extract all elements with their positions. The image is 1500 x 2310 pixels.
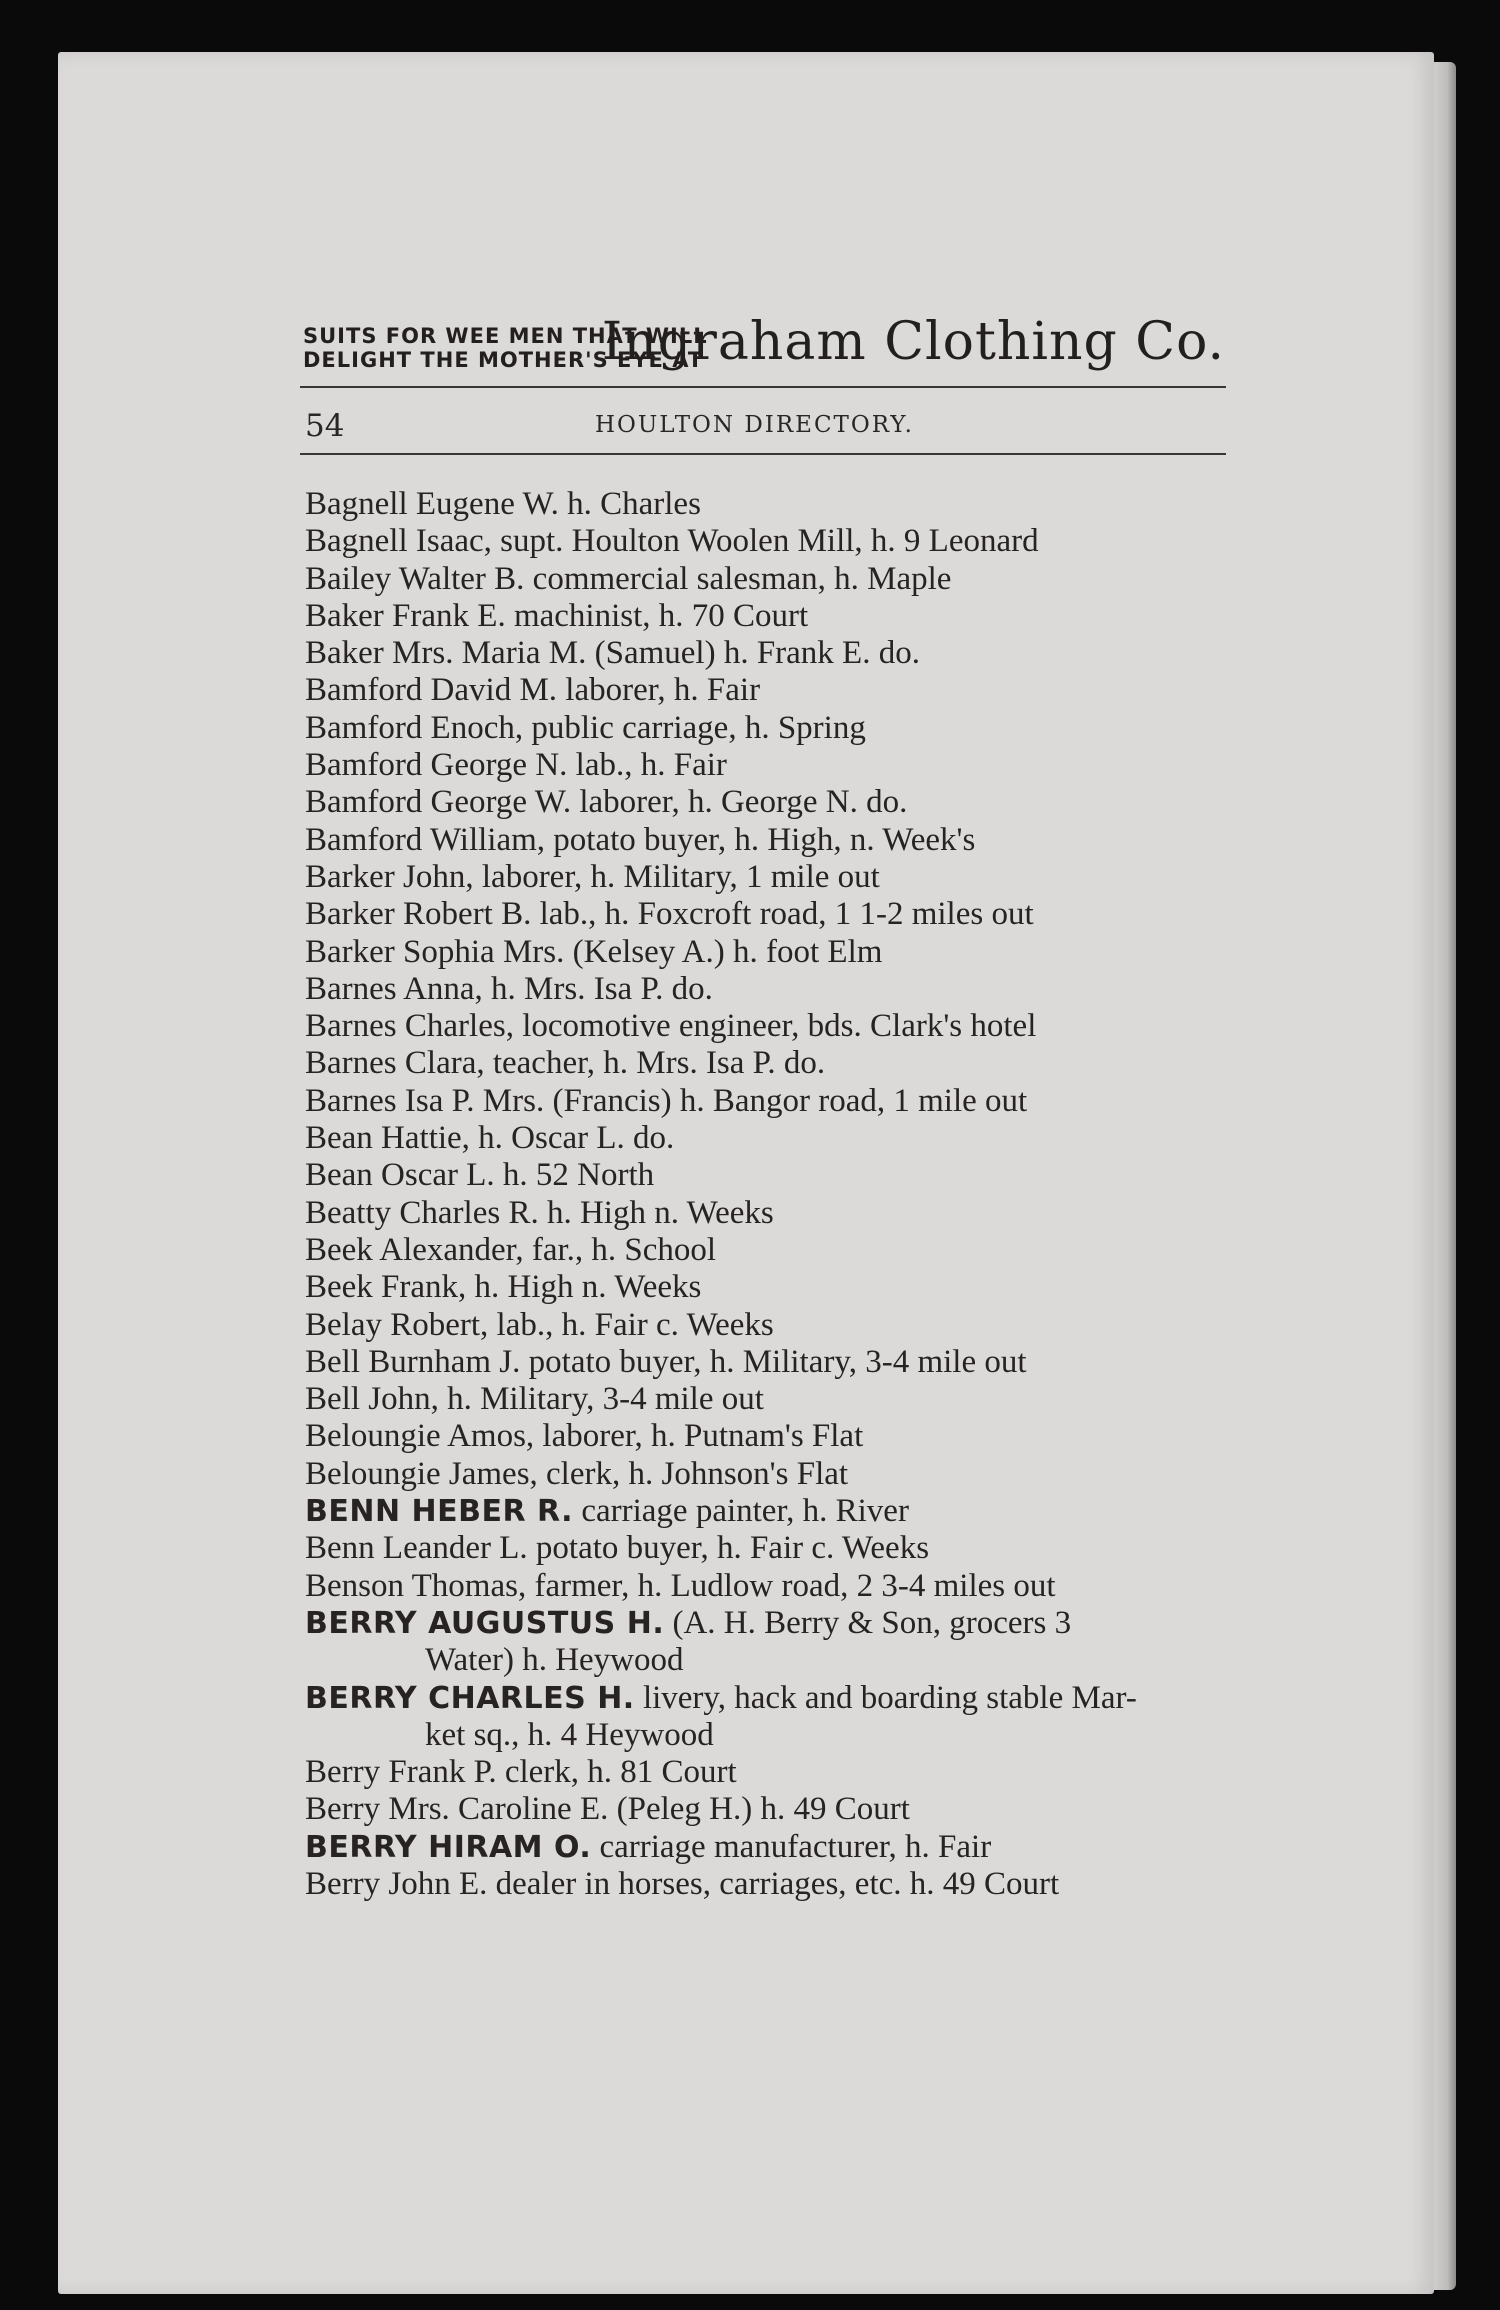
directory-entry: Benn Leander L. potato buyer, h. Fair c. Weeks [305, 1530, 930, 1567]
directory-entry: Beek Frank, h. High n. Weeks [305, 1269, 702, 1306]
directory-entry: Barnes Clara, teacher, h. Mrs. Isa P. do. [305, 1045, 826, 1082]
directory-entry: Berry John E. dealer in horses, carriages, etc. h. 49 Court [305, 1865, 1060, 1902]
directory-entry: Beatty Charles R. h. High n. Weeks [305, 1194, 774, 1231]
directory-entry: Berry Frank P. clerk, h. 81 Court [305, 1754, 737, 1791]
directory-entry: Bagnell Isaac, supt. Houlton Woolen Mill, h. 9 Leonard [305, 523, 1039, 560]
entry-name-bold: BERRY CHARLES H. [305, 1680, 635, 1716]
entry-details: carriage manufacturer, h. Fair [591, 1828, 992, 1865]
directory-entry: Bean Hattie, h. Oscar L. do. [305, 1120, 675, 1157]
directory-entry: Bagnell Eugene W. h. Charles [305, 486, 701, 522]
directory-entry [305, 1605, 1235, 1680]
ad-brand-name: Ingraham Clothing Co. [601, 312, 1225, 372]
entry-name-bold: BERRY AUGUSTUS H. [305, 1605, 665, 1641]
directory-entry: Bean Oscar L. h. 52 North [305, 1157, 655, 1194]
directory-entry: Beloungie James, clerk, h. Johnson's Flat [305, 1455, 849, 1492]
directory-entry: Bailey Walter B. commercial salesman, h. Maple [305, 560, 952, 597]
directory-entry: Bamford David M. laborer, h. Fair [305, 672, 761, 709]
directory-entry: Barnes Anna, h. Mrs. Isa P. do. [305, 970, 713, 1007]
page-number: 54 [305, 408, 345, 444]
directory-entry: Bamford William, potato buyer, h. High, n. Week's [305, 821, 976, 858]
ad-tagline-line2: DELIGHT THE MOTHER'S EYE AT [303, 348, 704, 372]
entry-name-bold: BENN HEBER R. [305, 1494, 574, 1530]
header-rule-bottom [300, 453, 1226, 455]
directory-entry: Benson Thomas, farmer, h. Ludlow road, 2 3-4 miles out [305, 1567, 1056, 1604]
directory-entry [305, 1493, 1235, 1530]
ad-tagline-line1: SUITS FOR WEE MEN THAT WILL [303, 324, 708, 348]
directory-entry: Belay Robert, lab., h. Fair c. Weeks [305, 1306, 774, 1343]
directory-entry: Beek Alexander, far., h. School [305, 1231, 717, 1268]
running-head: HOULTON DIRECTORY. [595, 412, 914, 438]
directory-entry [305, 1680, 1235, 1755]
advertisement-banner [303, 312, 1225, 388]
entry-continuation: ket sq., h. 4 Heywood [425, 1716, 714, 1753]
entry-details: livery, hack and boarding stable Mar- [634, 1679, 1137, 1716]
directory-entry: Baker Frank E. machinist, h. 70 Court [305, 597, 809, 634]
directory-entries [305, 486, 1235, 1903]
entry-details: (A. H. Berry & Son, grocers 3 [664, 1604, 1072, 1641]
directory-entry [305, 1829, 1235, 1866]
entry-name-bold: BERRY HIRAM O. [305, 1829, 592, 1865]
header-rule-top [300, 386, 1226, 388]
directory-entry: Barnes Charles, locomotive engineer, bds. Clark's hotel [305, 1008, 1037, 1045]
directory-entry: Barnes Isa P. Mrs. (Francis) h. Bangor road, 1 mile out [305, 1082, 1028, 1119]
directory-entry: Bamford Enoch, public carriage, h. Spring [305, 709, 866, 746]
directory-entry: Barker Robert B. lab., h. Foxcroft road, 1 1-2 miles out [305, 896, 1034, 933]
directory-entry: Berry Mrs. Caroline E. (Peleg H.) h. 49 Court [305, 1791, 910, 1828]
entry-details: carriage painter, h. River [573, 1493, 909, 1530]
directory-entry: Bamford George W. laborer, h. George N. do. [305, 784, 908, 821]
directory-entry: Baker Mrs. Maria M. (Samuel) h. Frank E. do. [305, 635, 920, 672]
page-edge [1434, 62, 1456, 2290]
directory-entry: Barker Sophia Mrs. (Kelsey A.) h. foot Elm [305, 933, 883, 970]
directory-entry: Bamford George N. lab., h. Fair [305, 747, 727, 784]
directory-entry: Bell John, h. Military, 3-4 mile out [305, 1381, 764, 1418]
directory-entry: Beloungie Amos, laborer, h. Putnam's Flat [305, 1418, 864, 1455]
entry-continuation: Water) h. Heywood [425, 1642, 684, 1679]
directory-entry: Bell Burnham J. potato buyer, h. Military, 3-4 mile out [305, 1343, 1027, 1380]
directory-entry: Barker John, laborer, h. Military, 1 mile out [305, 858, 880, 895]
